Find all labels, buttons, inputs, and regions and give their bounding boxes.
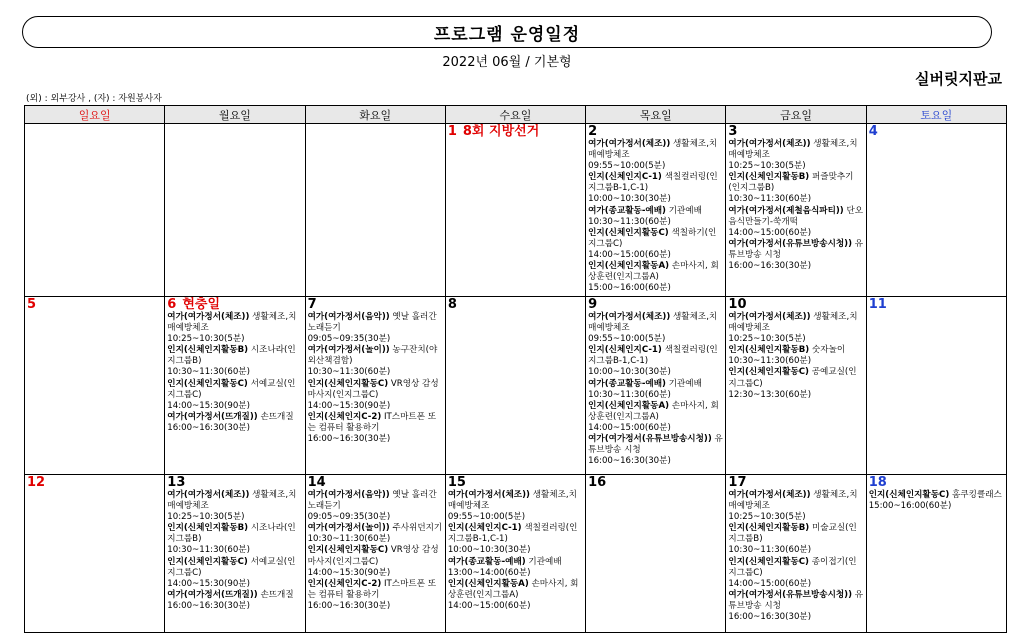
schedule-event xyxy=(308,345,444,378)
weekday-wednesday: 수요일 xyxy=(445,106,585,124)
schedule-event xyxy=(728,490,864,523)
event-description: VR영상 감성마사지(인지그룹C) xyxy=(307,378,439,400)
day-cell xyxy=(165,475,305,633)
schedule-event xyxy=(588,312,724,345)
day-cell xyxy=(866,124,1006,297)
weekday-sunday: 일요일 xyxy=(25,106,165,124)
event-description: 옛날 흘러간 노래듣기 xyxy=(307,312,437,334)
day-number-value: 17 xyxy=(728,475,747,490)
day-number-value: 18 xyxy=(868,475,887,490)
event-description: 손뜨개질 xyxy=(257,589,294,600)
event-category: 인지(신체인지활동C) xyxy=(588,227,669,238)
schedule-event xyxy=(728,206,864,239)
page-subtitle: 2022년 06월 / 기본형 xyxy=(442,55,572,70)
event-category: 인지(신체인지활동C) xyxy=(728,367,809,378)
schedule-event xyxy=(308,312,444,345)
event-description: 옛날 흘러간 노래듣기 xyxy=(307,490,437,512)
event-category: 인지(신체인지C-2) xyxy=(307,578,382,589)
event-description: 색칠컬러링(인지그룹B-1,C-1) xyxy=(447,523,578,545)
schedule-event xyxy=(588,401,724,434)
weekday-saturday: 토요일 xyxy=(866,106,1006,124)
event-time: 16:00~16:30(30분) xyxy=(728,261,812,272)
event-time: 14:00~15:00(60분) xyxy=(728,227,812,238)
schedule-event xyxy=(588,434,724,467)
event-time: 13:00~14:00(60분) xyxy=(447,567,531,578)
event-time: 14:00~15:00(60분) xyxy=(447,600,531,611)
event-time: 14:00~15:00(60분) xyxy=(588,249,671,260)
event-time: 09:05~09:35(30분) xyxy=(307,334,391,345)
event-description: 생활체조,치매예방체조 xyxy=(728,139,858,161)
event-category: 인지(신체인지C-2) xyxy=(307,411,382,422)
day-number-value: 2 xyxy=(588,124,598,139)
day-cell xyxy=(305,297,445,475)
event-time: 10:30~11:30(60분) xyxy=(167,545,250,556)
event-description: 생활체조,치매예방체조 xyxy=(447,490,577,512)
event-time: 16:00~16:30(30분) xyxy=(167,422,250,433)
event-category: 인지(신체인지C-1) xyxy=(588,345,662,356)
schedule-event xyxy=(448,490,584,523)
schedule-event xyxy=(728,345,864,367)
event-time: 16:00~16:30(30분) xyxy=(307,434,391,445)
event-description: 색칠컬러링(인지그룹B-1,C-1) xyxy=(588,172,718,194)
day-cell xyxy=(586,475,726,633)
day-cell xyxy=(866,475,1006,633)
event-time: 10:25~10:30(5분) xyxy=(728,161,806,172)
event-time: 10:25~10:30(5분) xyxy=(728,512,806,523)
event-category: 여가(여가정서(체조)) xyxy=(728,139,811,149)
day-number-value: 12 xyxy=(27,475,46,490)
event-description: 생활체조,치매예방체조 xyxy=(167,312,297,334)
event-time: 09:05~09:35(30분) xyxy=(307,512,391,523)
day-number-value: 14 xyxy=(307,475,326,490)
event-time: 09:55~10:00(5분) xyxy=(588,334,666,345)
event-category: 여가(여가정서(제철음식파티)) xyxy=(728,205,844,216)
schedule-event xyxy=(869,490,1005,512)
schedule-event xyxy=(167,557,303,590)
event-time: 12:30~13:30(60분) xyxy=(728,389,812,400)
week-row xyxy=(25,297,1007,475)
schedule-event xyxy=(308,579,444,612)
event-description: 기관예배 xyxy=(525,556,562,567)
day-cell xyxy=(726,297,866,475)
day-cell xyxy=(445,297,585,475)
event-category: 여가(여가정서(체조)) xyxy=(588,139,671,149)
event-category: 인지(신체인지C-1) xyxy=(447,523,522,534)
event-category: 여가(여가정서(유튜브방송시청)) xyxy=(728,589,853,600)
day-cell xyxy=(726,475,866,633)
day-number xyxy=(308,475,444,490)
event-description: 생활체조,치매예방체조 xyxy=(728,312,858,334)
schedule-event xyxy=(448,523,584,556)
day-number xyxy=(869,124,1005,139)
event-time: 10:30~11:30(60분) xyxy=(728,356,812,367)
weekday-tuesday: 화요일 xyxy=(305,106,445,124)
schedule-event xyxy=(588,345,724,378)
day-number xyxy=(869,475,1005,490)
event-time: 16:00~16:30(30분) xyxy=(588,456,671,467)
schedule-event xyxy=(448,557,584,579)
event-time: 10:00~10:30(30분) xyxy=(588,367,671,378)
event-category: 인지(신체인지활동C) xyxy=(167,556,248,567)
event-description: 시조나라(인지그룹B) xyxy=(167,523,296,545)
event-time: 16:00~16:30(30분) xyxy=(728,612,812,623)
event-category: 인지(신체인지활동C) xyxy=(307,545,389,556)
page-title: 프로그램 운영일정 xyxy=(22,16,992,48)
event-description: 홈쿠킹클래스 xyxy=(949,490,1002,500)
event-description: 종이접기(인지그룹C) xyxy=(728,556,857,578)
holiday-label: 현충일 xyxy=(182,297,221,312)
event-description: 생활체조,치매예방체조 xyxy=(588,312,718,334)
day-cell xyxy=(165,297,305,475)
day-number-value: 3 xyxy=(728,124,738,139)
event-category: 여가(여가정서(음악)) xyxy=(307,490,390,500)
schedule-event xyxy=(167,379,303,412)
event-description: 손마사지, 회상훈련(인지그룹A) xyxy=(588,261,719,283)
weekday-thursday: 목요일 xyxy=(586,106,726,124)
event-category: 인지(신체인지활동B) xyxy=(728,172,810,183)
event-time: 14:00~15:00(60분) xyxy=(728,578,812,589)
event-category: 인지(신체인지활동C) xyxy=(307,378,389,389)
day-cell xyxy=(25,475,165,633)
event-time: 09:55~10:00(5분) xyxy=(588,161,666,172)
event-description: 공예교실(인지그룹C) xyxy=(728,367,857,389)
weekday-monday: 월요일 xyxy=(165,106,305,124)
day-number-value: 8 xyxy=(447,297,457,312)
schedule-event xyxy=(728,312,864,345)
event-description: 색칠컬러링(인지그룹B-1,C-1) xyxy=(588,345,718,367)
day-number xyxy=(869,297,1005,312)
schedule-event xyxy=(728,590,864,623)
event-category: 인지(신체인지C-1) xyxy=(588,172,662,183)
event-category: 여가(여가정서(체조)) xyxy=(588,312,671,322)
day-number xyxy=(448,297,584,312)
day-number xyxy=(588,124,724,139)
event-time: 10:30~11:30(60분) xyxy=(307,367,391,378)
event-description: 서예교실(인지그룹C) xyxy=(167,378,296,400)
schedule-event xyxy=(728,239,864,272)
day-number xyxy=(728,475,864,490)
event-time: 10:25~10:30(5분) xyxy=(167,512,245,523)
schedule-event xyxy=(308,490,444,523)
event-category: 인지(신체인지활동A) xyxy=(447,578,529,589)
schedule-event xyxy=(728,139,864,172)
day-cell xyxy=(445,124,585,297)
legend-note: (외) : 외부강사 , (자) : 자원봉사자 xyxy=(26,94,162,104)
holiday-label: 8회 지방선거 xyxy=(462,124,540,139)
day-number-value: 11 xyxy=(868,297,887,312)
day-number xyxy=(167,475,303,490)
schedule-event xyxy=(167,490,303,523)
day-number xyxy=(728,124,864,139)
event-time: 15:00~16:00(60분) xyxy=(868,501,952,512)
day-number-value: 15 xyxy=(447,475,466,490)
schedule-event xyxy=(308,412,444,445)
event-description: 숫자놀이 xyxy=(809,345,846,356)
day-number xyxy=(728,297,864,312)
event-category: 여가(여가정서(뜨개질)) xyxy=(167,589,258,600)
event-time: 14:00~15:00(60분) xyxy=(588,422,671,433)
event-time: 14:00~15:30(90분) xyxy=(307,400,391,411)
event-description: 기관예배 xyxy=(665,378,702,389)
event-category: 여가(여가정서(유튜브방송시청)) xyxy=(588,434,712,445)
event-description: 생활체조,치매예방체조 xyxy=(167,490,297,512)
event-category: 여가(종교활동-예배) xyxy=(588,205,666,216)
event-time: 14:00~15:30(90분) xyxy=(167,578,250,589)
day-number xyxy=(448,124,584,139)
schedule-event xyxy=(588,139,724,172)
schedule-event xyxy=(588,379,724,401)
event-description: 기관예배 xyxy=(665,205,702,216)
schedule-event xyxy=(728,557,864,590)
event-time: 10:30~11:30(60분) xyxy=(307,534,391,545)
event-category: 여가(종교활동-예배) xyxy=(588,378,666,389)
event-category: 인지(신체인지활동B) xyxy=(167,523,249,534)
event-category: 여가(여가정서(놀이)) xyxy=(307,345,390,356)
event-category: 여가(여가정서(놀이)) xyxy=(307,523,390,534)
schedule-event xyxy=(167,345,303,378)
schedule-event xyxy=(167,412,303,434)
day-number-value: 6 xyxy=(167,297,177,312)
schedule-event xyxy=(728,523,864,556)
day-cell xyxy=(25,297,165,475)
day-number-value: 7 xyxy=(307,297,317,312)
day-number-value: 13 xyxy=(167,475,186,490)
event-time: 10:00~10:30(30분) xyxy=(588,194,671,205)
event-time: 10:25~10:30(5분) xyxy=(167,334,245,345)
day-number-value: 1 xyxy=(447,124,457,139)
event-description: 단오음식만들기-쑥개떡 xyxy=(728,205,864,227)
day-cell xyxy=(445,475,585,633)
day-number xyxy=(588,297,724,312)
day-number xyxy=(167,297,303,312)
day-number-value: 16 xyxy=(588,475,607,490)
day-cell xyxy=(586,297,726,475)
event-description: IT스마트폰 또는 컴퓨터 활용하기 xyxy=(307,411,437,433)
schedule-event xyxy=(308,523,444,545)
event-category: 여가(여가정서(체조)) xyxy=(728,490,811,500)
schedule-event xyxy=(167,523,303,556)
day-number xyxy=(448,475,584,490)
event-category: 여가(여가정서(체조)) xyxy=(447,490,530,500)
schedule-event xyxy=(588,261,724,294)
schedule-event xyxy=(588,206,724,228)
event-category: 여가(여가정서(뜨개질)) xyxy=(167,411,258,422)
day-number xyxy=(588,475,724,490)
event-description: 농구잔치(야외산책겸함) xyxy=(307,345,438,367)
schedule-event xyxy=(308,379,444,412)
schedule-event xyxy=(588,172,724,205)
event-description: 서예교실(인지그룹C) xyxy=(167,556,296,578)
day-number-value: 9 xyxy=(588,297,598,312)
week-row xyxy=(25,475,1007,633)
event-description: 시조나라(인지그룹B) xyxy=(167,345,296,367)
event-time: 16:00~16:30(30분) xyxy=(167,600,250,611)
schedule-event xyxy=(448,579,584,612)
schedule-event xyxy=(167,312,303,345)
event-category: 여가(여가정서(체조)) xyxy=(728,312,811,322)
event-description: VR영상 감성마사지(인지그룹C) xyxy=(307,545,439,567)
day-cell xyxy=(165,124,305,297)
calendar-table xyxy=(24,105,1007,633)
event-description: 손마사지, 회상훈련(인지그룹A) xyxy=(447,578,579,600)
day-number xyxy=(308,297,444,312)
day-cell xyxy=(586,124,726,297)
event-time: 14:00~15:30(90분) xyxy=(167,400,250,411)
event-description: 색칠하기(인지그룹C) xyxy=(588,227,717,249)
day-number xyxy=(27,297,163,312)
day-number-value: 10 xyxy=(728,297,747,312)
event-category: 인지(신체인지활동C) xyxy=(728,556,809,567)
event-description: 주사위던지기 xyxy=(389,523,443,534)
day-cell xyxy=(726,124,866,297)
event-category: 인지(신체인지활동A) xyxy=(588,400,670,411)
event-time: 09:55~10:00(5분) xyxy=(447,512,526,523)
schedule-event xyxy=(728,367,864,400)
event-time: 10:00~10:30(30분) xyxy=(447,545,531,556)
event-time: 10:30~11:30(60분) xyxy=(588,389,671,400)
event-time: 15:00~16:00(60분) xyxy=(588,283,671,294)
event-time: 10:25~10:30(5분) xyxy=(728,334,806,345)
schedule-event xyxy=(167,590,303,612)
week-row xyxy=(25,124,1007,297)
day-cell xyxy=(25,124,165,297)
event-description: IT스마트폰 또는 컴퓨터 활용하기 xyxy=(307,578,437,600)
day-number-value: 5 xyxy=(27,297,37,312)
day-cell xyxy=(305,475,445,633)
day-number-value: 4 xyxy=(868,124,878,139)
event-category: 인지(신체인지활동B) xyxy=(167,345,249,356)
event-time: 10:30~11:30(60분) xyxy=(728,194,812,205)
day-cell xyxy=(866,297,1006,475)
event-description: 손마사지, 회상훈련(인지그룹A) xyxy=(588,400,719,422)
event-description: 유튜브방송 시청 xyxy=(728,589,864,611)
event-time: 10:30~11:30(60분) xyxy=(728,545,812,556)
schedule-event xyxy=(308,545,444,578)
event-category: 여가(여가정서(체조)) xyxy=(167,312,250,322)
event-category: 인지(신체인지활동B) xyxy=(728,523,810,534)
event-category: 인지(신체인지활동B) xyxy=(728,345,810,356)
weekday-friday: 금요일 xyxy=(726,106,866,124)
event-category: 여가(여가정서(음악)) xyxy=(307,312,390,322)
weekday-header-row xyxy=(25,106,1007,124)
event-description: 퍼즐맞추기(인지그룹B) xyxy=(728,172,854,194)
event-category: 여가(종교활동-예배) xyxy=(447,556,526,567)
event-category: 여가(여가정서(체조)) xyxy=(167,490,250,500)
event-time: 10:30~11:30(60분) xyxy=(167,367,250,378)
event-time: 14:00~15:30(90분) xyxy=(307,567,391,578)
event-description: 손뜨개질 xyxy=(257,411,294,422)
event-time: 10:30~11:30(60분) xyxy=(588,216,671,227)
event-category: 인지(신체인지활동C) xyxy=(868,490,950,500)
event-category: 인지(신체인지활동C) xyxy=(167,378,248,389)
event-description: 유튜브방송 시청 xyxy=(588,434,723,456)
event-category: 인지(신체인지활동A) xyxy=(588,261,670,272)
event-time: 16:00~16:30(30분) xyxy=(307,600,391,611)
event-description: 유튜브방송 시청 xyxy=(728,238,864,260)
event-category: 여가(여가정서(유튜브방송시청)) xyxy=(728,238,853,249)
schedule-event xyxy=(588,228,724,261)
event-description: 생활체조,치매예방체조 xyxy=(728,490,858,512)
day-cell xyxy=(305,124,445,297)
event-description: 미술교실(인지그룹B) xyxy=(728,523,857,545)
schedule-event xyxy=(728,172,864,205)
day-number xyxy=(27,475,163,490)
organization-name: 실버릿지판교 xyxy=(915,70,1002,88)
event-description: 생활체조,치매예방체조 xyxy=(588,139,718,161)
